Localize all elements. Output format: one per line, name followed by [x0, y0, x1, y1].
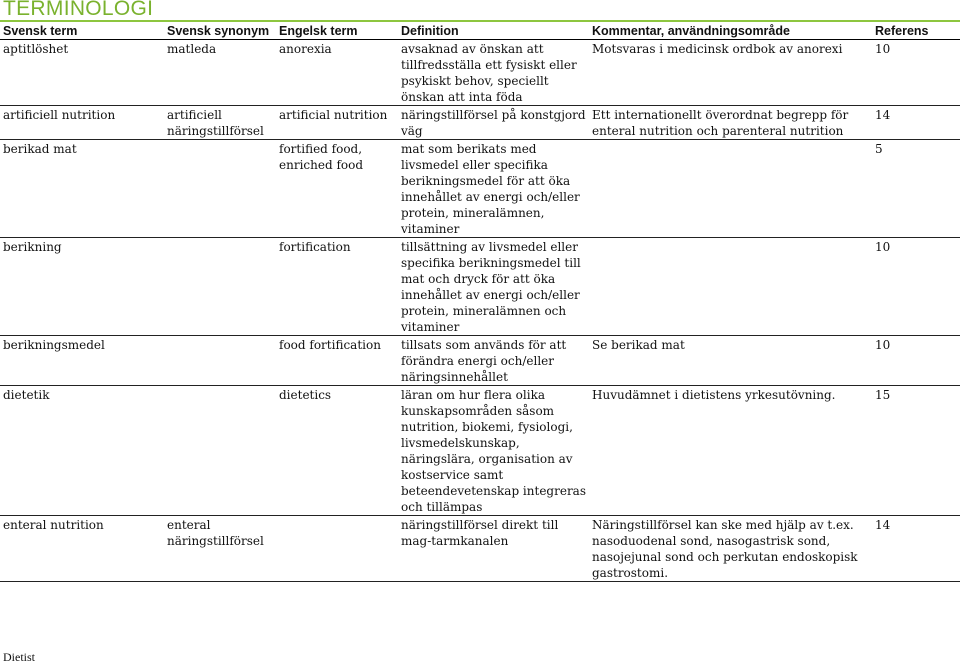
- cell-ref: 14: [872, 106, 960, 140]
- cell-english: dietetics: [276, 386, 398, 516]
- table-row: [0, 516, 960, 582]
- cell-comment: [589, 238, 872, 336]
- cell-definition: mat som berikats med livsmedel eller specifika berikningsmedel för att öka innehållet av energi och/eller protein, mineralämnen, vitaminer: [398, 140, 589, 238]
- cell-term: berikad mat: [0, 140, 164, 238]
- cell-term: berikning: [0, 238, 164, 336]
- column-header-kommentar: Kommentar, användningsområde: [589, 21, 872, 40]
- cell-ref: 14: [872, 516, 960, 582]
- cell-synonym: enteral näringstillförsel: [164, 516, 276, 582]
- cell-english: food fortification: [276, 336, 398, 386]
- cell-ref: 10: [872, 336, 960, 386]
- cell-term: aptitlöshet: [0, 40, 164, 106]
- cell-synonym: [164, 386, 276, 516]
- table-row: [0, 140, 960, 238]
- cell-definition: läran om hur flera olika kunskapsområden såsom nutrition, biokemi, fysiologi, livsmedelskunskap, näringslära, organisation av kostservice samt beteendevetenskap integreras och tillämpas: [398, 386, 589, 516]
- cell-comment: Motsvaras i medicinsk ordbok av anorexi: [589, 40, 872, 106]
- cell-ref: 10: [872, 238, 960, 336]
- column-header-engelsk-term: Engelsk term: [276, 21, 398, 40]
- cell-english: [276, 516, 398, 582]
- cell-english: anorexia: [276, 40, 398, 106]
- cell-english: fortified food, enriched food: [276, 140, 398, 238]
- column-header-referens: Referens: [872, 21, 960, 40]
- table-row: [0, 386, 960, 516]
- cell-comment: Se berikad mat: [589, 336, 872, 386]
- footer-text: Dietist: [3, 650, 35, 664]
- cell-ref: 15: [872, 386, 960, 516]
- cell-comment: Ett internationellt överordnat begrepp för enteral nutrition och parenteral nutrition: [589, 106, 872, 140]
- cell-synonym: artificiell näringstillförsel: [164, 106, 276, 140]
- table-row: [0, 336, 960, 386]
- cell-comment: Näringstillförsel kan ske med hjälp av t.ex. nasoduodenal sond, nasogastrisk sond, nasojejunal sond och perkutan endoskopisk gastrostomi.: [589, 516, 872, 582]
- column-header-definition: Definition: [398, 21, 589, 40]
- table-row: [0, 238, 960, 336]
- cell-term: enteral nutrition: [0, 516, 164, 582]
- cell-definition: näringstillförsel direkt till mag-tarmkanalen: [398, 516, 589, 582]
- cell-comment: [589, 140, 872, 238]
- cell-definition: tillsättning av livsmedel eller specifika berikningsmedel till mat och dryck för att öka innehållet av energi och/eller protein, mineralämnen och vitaminer: [398, 238, 589, 336]
- title-bar: [0, 0, 960, 22]
- cell-english: artificial nutrition: [276, 106, 398, 140]
- cell-ref: 10: [872, 40, 960, 106]
- cell-ref: 5: [872, 140, 960, 238]
- cell-synonym: matleda: [164, 40, 276, 106]
- table-row: [0, 106, 960, 140]
- page-title: TERMINOLOGI: [3, 0, 154, 20]
- cell-definition: avsaknad av önskan att tillfredsställa ett fysiskt eller psykiskt behov, speciellt önskan att inta föda: [398, 40, 589, 106]
- table-row: [0, 40, 960, 106]
- column-header-svensk-term: Svensk term: [0, 21, 164, 40]
- cell-synonym: [164, 140, 276, 238]
- cell-term: dietetik: [0, 386, 164, 516]
- cell-synonym: [164, 238, 276, 336]
- header-row: [0, 21, 960, 40]
- cell-term: artificiell nutrition: [0, 106, 164, 140]
- cell-term: berikningsmedel: [0, 336, 164, 386]
- terminology-table: [0, 21, 960, 582]
- cell-definition: näringstillförsel på konstgjord väg: [398, 106, 589, 140]
- cell-synonym: [164, 336, 276, 386]
- cell-english: fortification: [276, 238, 398, 336]
- cell-comment: Huvudämnet i dietistens yrkesutövning.: [589, 386, 872, 516]
- cell-definition: tillsats som används för att förändra energi och/eller näringsinnehållet: [398, 336, 589, 386]
- column-header-svensk-synonym: Svensk synonym: [164, 21, 276, 40]
